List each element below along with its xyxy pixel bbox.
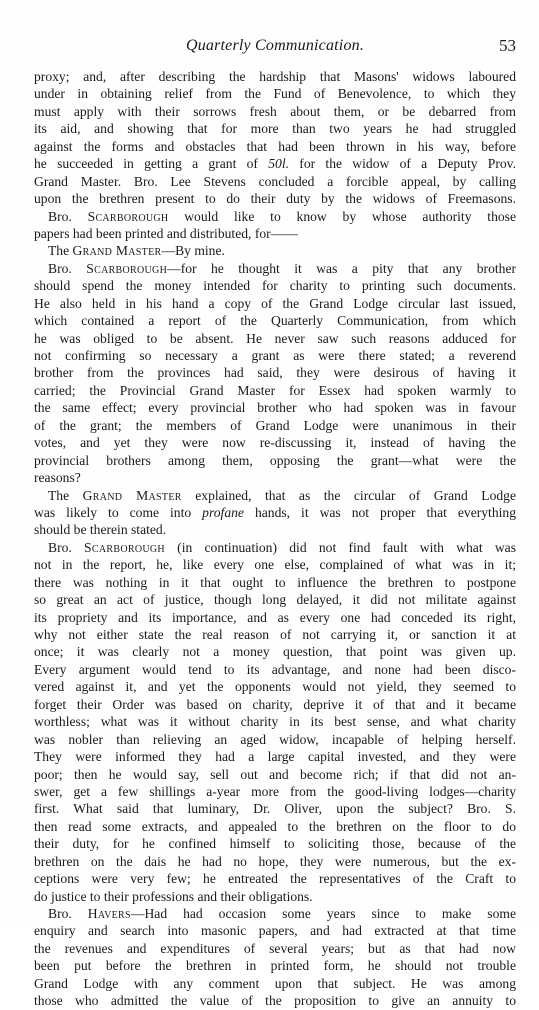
text-run: provincial brothers among them, opposing the grant—what were the: [34, 452, 516, 468]
text-line: [34, 120, 516, 137]
text-run: explained, that as the circular of Grand Lodge: [181, 487, 516, 503]
text-line: [34, 818, 516, 835]
italic-text: 50l.: [268, 156, 290, 172]
text-line: [34, 208, 516, 225]
text-run: their duty, for he confined himself to soliciting those, because of the: [34, 836, 516, 852]
text-run: Grand Master. Bro. Lee Stevens concluded a forcible appeal, by calling: [34, 173, 516, 189]
text-run: Grand Lodge with any comment upon that subject. He was among: [34, 975, 516, 991]
text-run: Bro.: [48, 906, 88, 921]
text-line: [34, 957, 516, 974]
text-run: its aid, and showing that for more than two years he had struggled: [34, 121, 516, 137]
text-line: [34, 242, 516, 259]
text-line: [34, 556, 516, 573]
text-line: [34, 469, 516, 486]
text-line: [34, 853, 516, 870]
page-number: 53: [499, 36, 516, 55]
text-run: He also held in his hand a copy of the Grand Lodge circular last issued,: [34, 295, 516, 311]
text-run: first. What said that luminary, Dr. Oliver, upon the subject? Bro. S.: [34, 801, 516, 817]
text-run: should be therein stated.: [34, 522, 167, 538]
text-run: vered against it, and yet the opponents would not yield, they seemed to: [34, 679, 516, 695]
text-line: [34, 678, 516, 695]
text-run: papers had been printed and distributed, for——: [34, 225, 298, 241]
text-line: [34, 731, 516, 748]
text-run: hands, it was not proper that everything: [243, 504, 516, 520]
running-title: Quarterly Communication.: [185, 37, 365, 54]
text-run: enquiry and search into masonic papers, and had extracted at that time: [34, 923, 516, 939]
text-run: The: [48, 487, 83, 503]
italic-text: profane: [202, 504, 244, 520]
text-line: [34, 591, 516, 608]
text-run: forget their Order was based on charity, deprive it of that and it became: [34, 696, 516, 712]
text-run: there was nothing in it that ought to influence the brethren to postpone: [34, 574, 516, 590]
text-line: [34, 295, 516, 312]
text-run: ceptions were very few; he entreated the representatives of the Craft to: [34, 871, 516, 887]
text-run: They were informed they had a large capital invested, and they were: [34, 749, 516, 765]
text-run: was likely to come into: [34, 504, 203, 520]
text-run: do justice to their professions and their obligations.: [34, 888, 313, 904]
text-run: been put before the brethren in printed form, he should not trouble: [34, 958, 516, 974]
text-run: proxy; and, after describing the hardship that Masons' widows laboured: [34, 69, 516, 84]
text-run: carried; the Provincial Grand Master for Essex had spoken warmly to: [34, 382, 516, 398]
text-run: brethren on the dais he had no hope, they were numerous, but the ex-: [34, 853, 516, 869]
text-run: Bro.: [48, 539, 85, 555]
body-text: [34, 68, 516, 1010]
text-run: swer, get a few shillings a-year more from the good-living lodges—charity: [34, 783, 516, 799]
text-line: [34, 225, 516, 242]
text-line: [34, 975, 516, 992]
text-line: [34, 922, 516, 939]
text-line: [34, 661, 516, 678]
text-line: [34, 643, 516, 660]
text-line: [34, 138, 516, 155]
text-line: [34, 417, 516, 434]
text-line: [34, 103, 516, 120]
text-run: brother from the provinces had said, they were desirous of having it: [34, 365, 516, 381]
text-run: so great an act of justice, though long delayed, it did not militate against: [34, 592, 516, 608]
page-header: [34, 37, 516, 59]
text-run: then read some extracts, and appealed to the brethren on the floor to do: [34, 818, 516, 834]
text-line: [34, 434, 516, 451]
text-run: —Had had occasion some years since to make some: [130, 906, 516, 921]
text-line: [34, 574, 516, 591]
text-line: [34, 330, 516, 347]
text-line: [34, 800, 516, 817]
text-run: worthless; what was it without charity in its best sense, and what charity: [34, 714, 516, 730]
text-run: against the forms and obstacles that had been thrown in his way, before: [34, 138, 516, 154]
text-line: [34, 382, 516, 399]
text-run: Every argument would tend to its advantage, and none had been disco-: [34, 661, 516, 677]
text-line: [34, 190, 516, 207]
text-line: [34, 521, 516, 538]
text-line: [34, 783, 516, 800]
text-run: under in obtaining relief from the Fund of Benevolence, to which they: [34, 86, 516, 102]
text-run: was nobler than relieving an aged widow, incapable of helping herself.: [34, 731, 516, 747]
text-line: [34, 487, 516, 504]
text-run: why not either state the real reason of not carrying it, or sanction it at: [34, 627, 516, 642]
text-run: not confirming so necessary a grant as were there stated; a reverend: [34, 348, 516, 363]
text-run: he succeeded in getting a grant of: [34, 156, 269, 172]
text-line: [34, 399, 516, 416]
text-line: [34, 155, 516, 172]
text-run: —for he thought it was a pity that any brother: [167, 260, 516, 276]
text-run: —By mine.: [161, 243, 225, 259]
text-line: [34, 766, 516, 783]
text-run: (in continuation) did not find fault with what was: [164, 539, 516, 555]
text-run: The: [48, 243, 73, 259]
speaker-name: Grand Master: [82, 487, 182, 503]
text-run: its propriety and its importance, and as every one had conceded its right,: [34, 609, 516, 625]
text-line: [34, 173, 516, 190]
speaker-name: Scarborough: [87, 208, 169, 224]
text-run: not in the report, he, like every one else, complained of what was in it;: [34, 557, 516, 573]
text-line: [34, 312, 516, 329]
text-line: [34, 364, 516, 381]
text-run: upon the brethren present to do their duty by the widows of Freemasons.: [34, 191, 516, 207]
text-run: votes, and yet they were now re-discussing it, instead of having the: [34, 435, 516, 451]
text-line: [34, 539, 516, 556]
text-run: would like to know by whose authority those: [168, 208, 516, 224]
text-line: [34, 347, 516, 364]
text-line: [34, 696, 516, 713]
text-run: of the grant; the members of Grand Lodge were unanimous in their: [34, 417, 516, 433]
text-line: [34, 609, 516, 626]
text-run: once; it was clearly not a money question, that point was given up.: [34, 644, 516, 660]
text-line: [34, 452, 516, 469]
speaker-name: Havers: [87, 906, 131, 921]
text-run: Bro.: [48, 208, 88, 224]
text-run: should spend the money intended for charity to printing such documents.: [34, 278, 516, 294]
text-line: [34, 626, 516, 643]
text-line: [34, 68, 516, 85]
text-run: for the widow of a Deputy Prov.: [289, 156, 516, 172]
speaker-name: Grand Master: [72, 243, 162, 259]
text-run: the same effect; every provincial brother who had spoken was in favour: [34, 400, 516, 416]
text-line: [34, 260, 516, 277]
text-line: [34, 835, 516, 852]
text-line: [34, 870, 516, 887]
speaker-name: Scarborough: [84, 539, 165, 555]
text-line: [34, 277, 516, 294]
text-line: [34, 888, 516, 905]
text-run: must apply with their sorrows fresh about them, or be debarred from: [34, 103, 516, 119]
text-run: reasons?: [34, 470, 81, 486]
text-line: [34, 713, 516, 730]
text-run: Bro.: [48, 260, 87, 276]
text-run: those who admitted the value of the proposition to give an annuity to: [34, 993, 516, 1009]
text-run: which contained a report of the Quarterly Communication, from which: [34, 313, 516, 329]
text-line: [34, 940, 516, 957]
text-line: [34, 504, 516, 521]
text-line: [34, 85, 516, 102]
text-run: he was obliged to be absent. He never saw such reasons adduced for: [34, 330, 516, 346]
text-run: poor; then he would say, sell out and become rich; if that did not an-: [34, 766, 516, 782]
text-line: [34, 748, 516, 765]
text-line: [34, 905, 516, 922]
text-run: the revenues and expenditures of several years; but as that had now: [34, 940, 516, 956]
speaker-name: Scarborough: [86, 260, 168, 276]
text-line: [34, 992, 516, 1009]
